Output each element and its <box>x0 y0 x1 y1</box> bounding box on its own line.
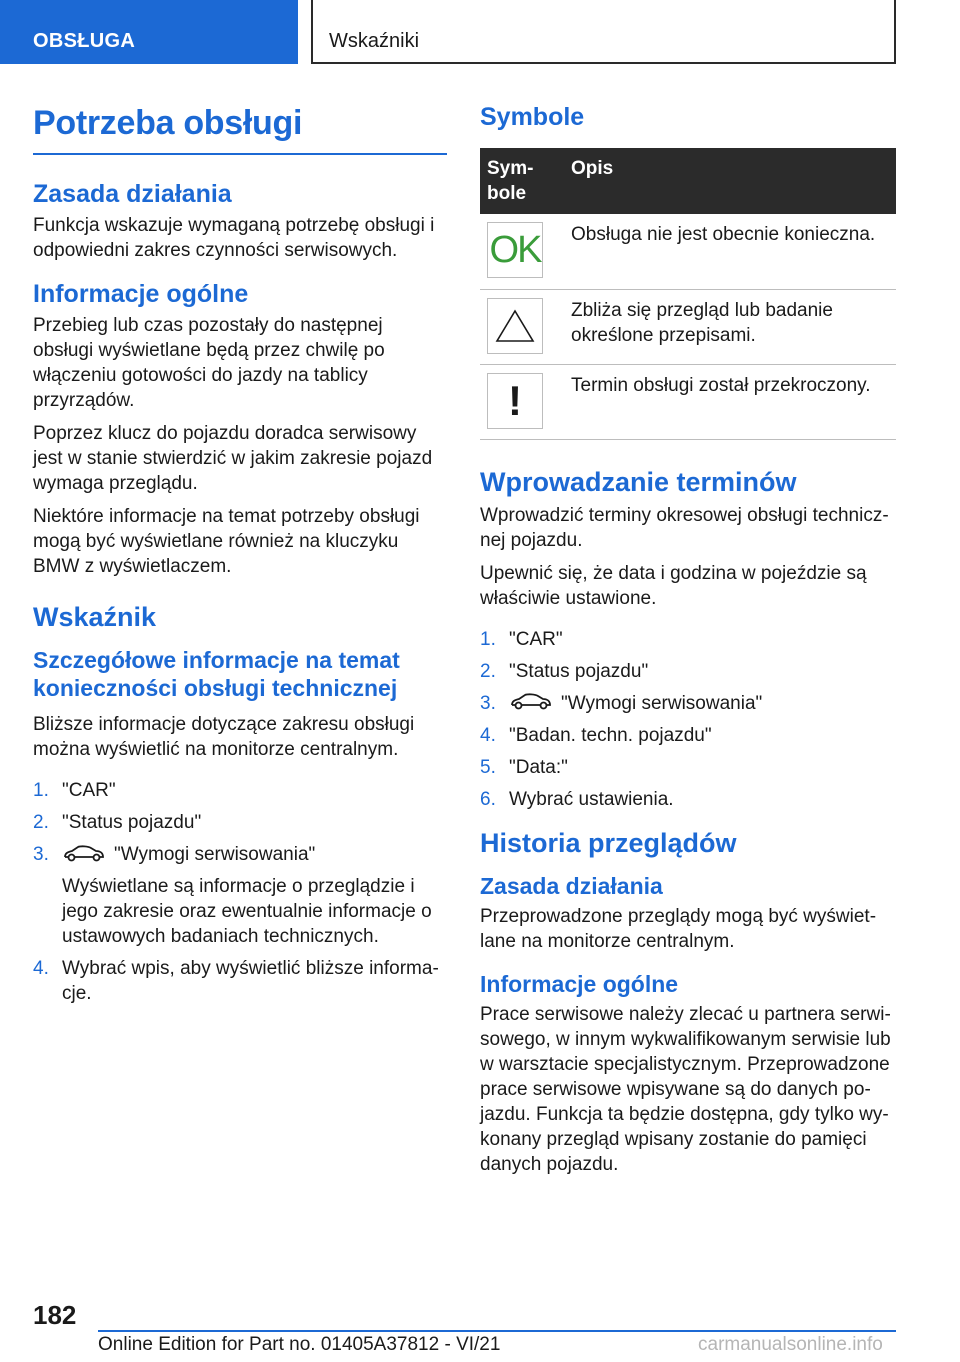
list-item: 1. "CAR" <box>480 628 563 650</box>
list-item: 2. "Status pojazdu" <box>33 812 202 833</box>
left-steps-list <box>33 778 447 1006</box>
table-header-desc: Opis <box>564 148 896 214</box>
page-number: 182 <box>33 1300 77 1330</box>
table-header-symbol: Symbole <box>480 148 564 214</box>
historia-info-text: Prace serwisowe należy zlecać u partnera serwisowego, w innym wykwalifikowanym serwisie lub w warsztacie specjalistycznym. Przeprowadzone prace serwisowe wpisywane są do danych pojazdu. Funkcja ta będzie dostępna, gdy tylko wykonany przegląd wpisany zostanie do pamięci danych pojazdu. <box>480 1003 891 1175</box>
ok-icon: OK <box>487 222 543 278</box>
info-paragraph-1: Przebieg lub czas pozostały do następnej obsługi wyświetlane będą przez chwilę po włączeniu gotowości do jazdy na tablicy przyrządów. <box>33 315 385 411</box>
list-item: 1. "CAR" <box>33 780 116 801</box>
info-heading: Informacje ogólne <box>33 280 249 308</box>
historia-info-heading: Informacje ogólne <box>480 970 679 997</box>
list-item: 3. "Wymogi serwisowania" Wyświetlane są informacje o przeglądzie i jego zakresie oraz ewentualnie informacje o ustawowych badaniach technicznych. <box>33 844 432 947</box>
list-item: 6. Wybrać ustawienia. <box>480 788 674 810</box>
right-steps-list <box>480 627 896 812</box>
warning-triangle-icon <box>487 298 543 354</box>
wprowadzanie-heading: Wprowadzanie terminów <box>480 466 797 497</box>
list-item: 5. "Data:" <box>480 756 568 778</box>
list-item: 4. "Badan. techn. pojazdu" <box>480 724 712 746</box>
page-title: Potrzeba obsługi <box>33 100 447 155</box>
szczegoly-text: Bliższe informacje dotyczące zakresu obsługi można wyświetlić na monitorze centralnym. <box>33 714 415 760</box>
list-item: 3. "Wymogi serwisowania" <box>480 692 763 714</box>
wprowadzanie-paragraph-1: Wprowadzić terminy okresowej obsługi technicznej pojazdu. <box>480 504 889 551</box>
szczegoly-heading: Szczegółowe informacje na temat konieczności obsługi technicznej <box>33 647 400 701</box>
right-column <box>480 100 896 1185</box>
symbole-heading: Symbole <box>480 103 585 131</box>
exclamation-icon: ! <box>487 373 543 429</box>
section-tab: OBSŁUGA <box>0 0 298 64</box>
table-row: ! Termin obsługi został przekroczony. <box>480 364 896 439</box>
list-item: 4. Wybrać wpis, aby wyświetlić bliższe informacje. <box>33 958 439 1004</box>
info-paragraph-2: Poprzez klucz do pojazdu doradca serwisowy jest w stanie stwierdzić w jakim zakresie pojazd wymaga przeglądu. <box>33 423 433 494</box>
chapter-tab: Wskaźniki <box>311 0 896 64</box>
zasada-text: Funkcja wskazuje wymaganą potrzebę obsługi i odpowiedni zakres czynności serwisowych. <box>33 215 435 261</box>
wskaznik-heading: Wskaźnik <box>33 602 157 632</box>
historia-zasada-text: Przeprowadzone przeglądy mogą być wyświetlane na monitorze centralnym. <box>480 905 877 952</box>
car-icon <box>509 691 553 711</box>
list-item: 2. "Status pojazdu" <box>480 660 649 682</box>
edition-text: Online Edition for Part no. 01405A37812 - VI/21 <box>98 1334 501 1355</box>
info-paragraph-3: Niektóre informacje na temat potrzeby obsługi mogą być wyświetlane również na kluczyku BMW z wyświetlaczem. <box>33 506 420 577</box>
zasada-heading: Zasada działania <box>33 180 232 208</box>
historia-zasada-heading: Zasada działania <box>480 872 663 899</box>
wprowadzanie-paragraph-2: Upewnić się, że data i godzina w pojeździe są właściwie ustawione. <box>480 562 867 609</box>
watermark: carmanualsonline.info <box>698 1334 883 1355</box>
car-icon <box>62 843 106 863</box>
table-row: OK Obsługa nie jest obecnie konieczna. <box>480 214 896 289</box>
table-row: Zbliża się przegląd lub badanie określone przepisami. <box>480 289 896 364</box>
symbols-table <box>480 148 896 440</box>
left-column <box>33 100 447 1013</box>
historia-heading: Historia przeglądów <box>480 827 737 858</box>
